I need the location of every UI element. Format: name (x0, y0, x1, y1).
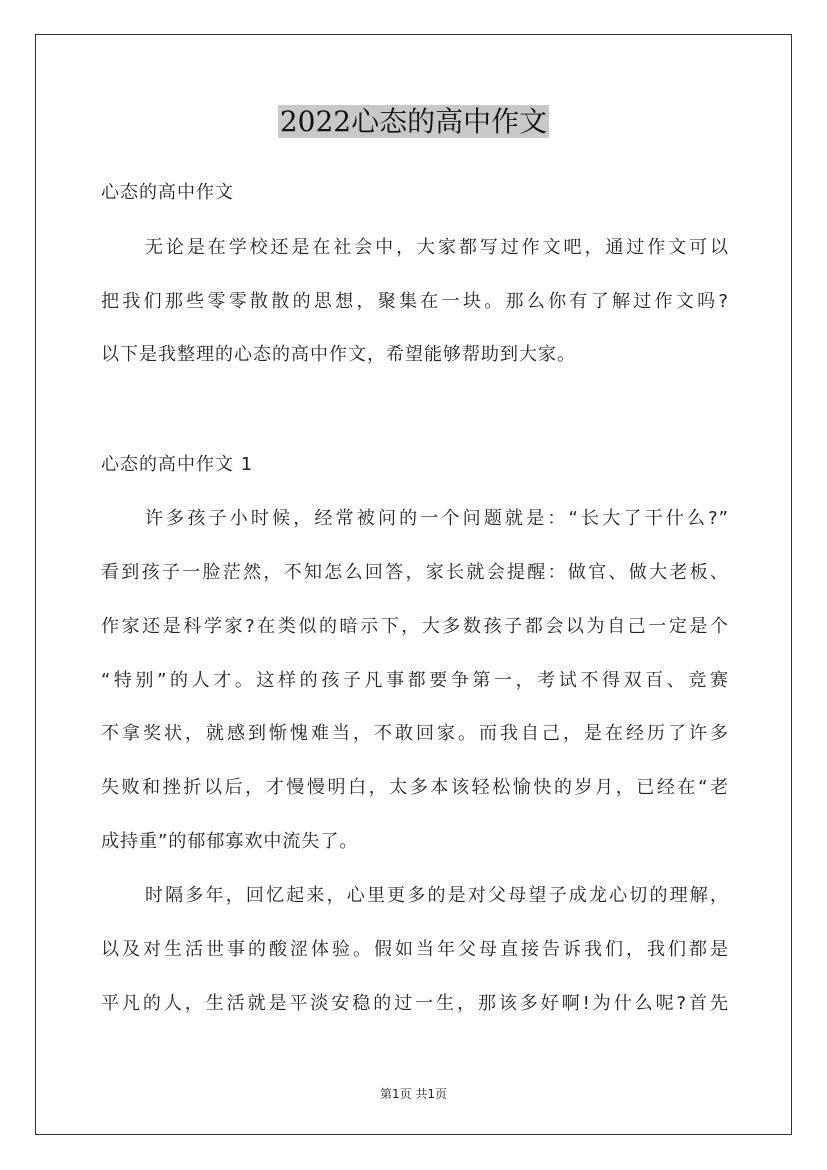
p1-line-2: 看到孩子一脸茫然，不知怎么回答，家长就会提醒：做官、做大老板、 (101, 562, 729, 583)
p2-line-2: 以及对生活世事的酸涩体验。假如当年父母直接告诉我们，我们都是 (101, 939, 729, 960)
p2-line-3: 平凡的人，生活就是平淡安稳的过一生，那该多好啊!为什么呢?首先 (101, 993, 729, 1014)
p1-line-4: “特别”的人才。这样的孩子凡事都要争第一，考试不得双百、竞赛 (101, 670, 729, 691)
p1-line-1: 许多孩子小时候，经常被问的一个问题就是：“长大了干什么?” (145, 508, 729, 529)
subtitle: 心态的高中作文 (101, 182, 234, 203)
p1-line-5: 不拿奖状，就感到惭愧难当，不敢回家。而我自己，是在经历了许多 (101, 723, 729, 744)
p1-line-3: 作家还是科学家?在类似的暗示下，大多数孩子都会以为自己一定是个 (101, 616, 729, 637)
document-title: 2022心态的高中作文 (279, 105, 548, 138)
p2-line-1: 时隔多年，回忆起来，心里更多的是对父母望子成龙心切的理解， (145, 885, 729, 906)
section-heading: 心态的高中作文 1 (101, 454, 254, 475)
intro-line-3: 以下是我整理的心态的高中作文，希望能够帮助到大家。 (101, 344, 576, 365)
p1-line-6: 失败和挫折以后，才慢慢明白，太多本该轻松愉快的岁月，已经在“老 (101, 777, 729, 798)
p1-line-7: 成持重”的郁郁寡欢中流失了。 (101, 831, 359, 852)
document-title-wrap (0, 102, 827, 142)
intro-line-2: 把我们那些零零散散的思想，聚集在一块。那么你有了解过作文吗? (101, 291, 729, 312)
page-footer: 第1页 共1页 (379, 1087, 448, 1101)
intro-line-1: 无论是在学校还是在社会中，大家都写过作文吧，通过作文可以 (145, 237, 729, 258)
